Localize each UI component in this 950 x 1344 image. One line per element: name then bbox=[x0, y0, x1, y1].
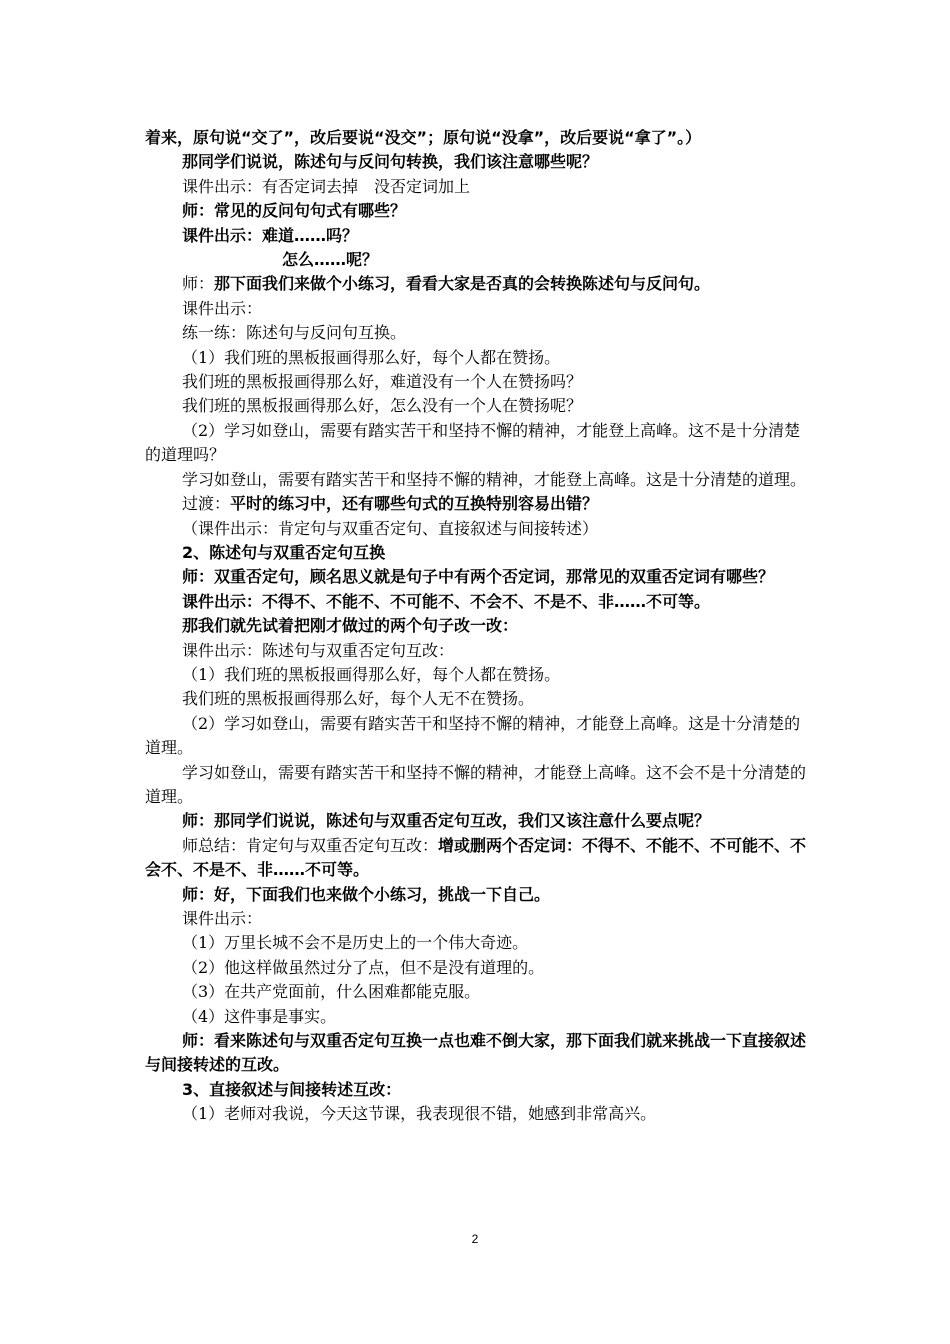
paragraph: 学习如登山，需要有踏实苦干和坚持不懈的精神，才能登上高峰。这不会不是十分清楚的道理。 bbox=[145, 762, 807, 806]
paragraph: 学习如登山，需要有踏实苦干和坚持不懈的精神，才能登上高峰。这是十分清楚的道理。 bbox=[182, 469, 807, 489]
paragraph bbox=[145, 175, 807, 199]
text-run: 那下面我们来做个小练习，看看大家是否真的会转换陈述句与反问句。 bbox=[214, 274, 711, 294]
paragraph: 我们班的黑板报画得那么好，每个人无不在赞扬。 bbox=[182, 689, 535, 709]
paragraph: （2）学习如登山，需要有踏实苦干和坚持不懈的精神，才能登上高峰。这不是十分清楚的道理吗？ bbox=[145, 420, 801, 465]
text-run: 师总结：肯定句与双重否定句互改： bbox=[182, 835, 439, 855]
lesson-text bbox=[145, 126, 807, 1127]
text-run: 课件出示： bbox=[182, 176, 263, 196]
paragraph: 师：常见的反问句句式有哪些？ bbox=[182, 201, 407, 221]
paragraph: （3）在共产党面前，什么困难都能克服。 bbox=[182, 982, 481, 1002]
paragraph: 师：好，下面我们也来做个小练习，挑战一下自己。 bbox=[182, 884, 551, 904]
paragraph: 师：双重否定句，顾名思义就是句子中有两个否定词，那常见的双重否定词有哪些？ bbox=[182, 567, 775, 587]
paragraph: （1）万里长城不会不是历史上的一个伟大奇迹。 bbox=[182, 933, 529, 953]
paragraph: 课件出示： bbox=[182, 909, 263, 928]
paragraph: 那同学们说说，陈述句与反问句转换，我们该注意哪些呢？ bbox=[182, 152, 599, 172]
paragraph: （课件出示：肯定句与双重否定句、直接叙述与间接转述） bbox=[182, 518, 599, 538]
paragraph bbox=[145, 834, 807, 883]
paragraph: 那我们就先试着把刚才做过的两个句子改一改： bbox=[182, 616, 519, 636]
paragraph: 课件出示：不得不、不能不、不可能不、不会不、不是不、非……不可等。 bbox=[182, 591, 711, 611]
paragraph: 课件出示： bbox=[182, 298, 263, 318]
paragraph: 着来，原句说“交了”，改后要说“没交”；原句说“没拿”，改后要说“拿了”。） bbox=[145, 128, 702, 147]
section-heading: 3、直接叙述与间接转述互改： bbox=[182, 1079, 402, 1099]
text-run: 增或删两个否定词：不得不、不能不、不可能不、不会不、不是不、非……不可等。 bbox=[145, 835, 807, 880]
paragraph: （2）他这样做虽然过分了点，但不是没有道理的。 bbox=[182, 957, 545, 977]
paragraph: 师：看来陈述句与双重否定句互换一点也难不倒大家，那下面我们就来挑战一下直接叙述与间接转述的互改。 bbox=[145, 1031, 807, 1075]
paragraph: 师：那同学们说说，陈述句与双重否定句互改，我们又该注意什么要点呢？ bbox=[182, 811, 711, 831]
paragraph: 我们班的黑板报画得那么好，难道没有一个人在赞扬吗？ bbox=[182, 372, 583, 392]
text-run: 师： bbox=[182, 274, 215, 294]
paragraph: （1）我们班的黑板报画得那么好，每个人都在赞扬。 bbox=[182, 664, 561, 684]
section-heading: 2、陈述句与双重否定句互换 bbox=[182, 542, 386, 562]
paragraph: 我们班的黑板报画得那么好，怎么没有一个人在赞扬呢？ bbox=[182, 396, 583, 416]
paragraph: 练一练：陈述句与反问句互换。 bbox=[182, 323, 407, 343]
paragraph: （4）这件事是事实。 bbox=[182, 1006, 337, 1026]
paragraph: （2）学习如登山，需要有踏实苦干和坚持不懈的精神，才能登上高峰。这是十分清楚的道理。 bbox=[145, 713, 801, 758]
text-run: 平时的练习中，还有哪些句式的互换特别容易出错？ bbox=[230, 494, 599, 514]
paragraph: （1）老师对我说，今天这节课，我表现很不错，她感到非常高兴。 bbox=[182, 1104, 657, 1124]
page-number: 2 bbox=[471, 1232, 479, 1246]
paragraph: 课件出示：陈述句与双重否定句互改： bbox=[182, 640, 455, 660]
text-run: 过渡： bbox=[182, 494, 231, 514]
paragraph: 课件出示：难道……吗？ bbox=[182, 225, 359, 245]
text-run: 有否定词去掉 没否定词加上 bbox=[262, 176, 471, 196]
paragraph: （1）我们班的黑板报画得那么好，每个人都在赞扬。 bbox=[182, 347, 561, 367]
paragraph: 怎么……呢？ bbox=[282, 250, 379, 270]
paragraph bbox=[145, 492, 807, 516]
paragraph bbox=[145, 272, 807, 296]
